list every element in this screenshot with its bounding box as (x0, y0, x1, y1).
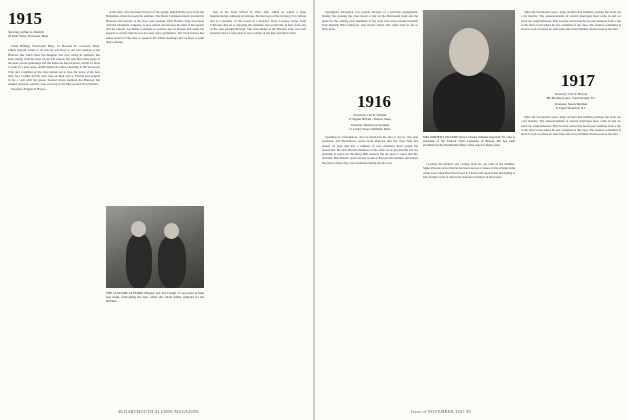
article-column-2 (106, 10, 204, 202)
left-page (0, 0, 313, 420)
class-secretary: Secretary, Arthur G. Dietrich 25 Pearl Street, Worcester, Mass. (8, 30, 49, 39)
article-text: of his wife, who has been ill most of the spring. Ralph Nash wrote from the Berkshires where he spent the summer. The Mock Commencement was held in Hanover and several of the boys were present. Dick Holton, long associated with the telephone company, is now retired and devotes his time to his garden and the church. Joe Burke continues to practise law in Boston and sends his regards to all the men he has not seen since graduation. The Tuck School has asked several of the class to speak at the winter meetings and we hope to print their remarks. (106, 10, 204, 44)
portrait-photo (423, 10, 515, 132)
class-treasurer: Treasurer, Rachel Lee Springer 11 Crosby Street, Waltham, Mass. (348, 123, 392, 132)
class-year-1917: 1917 (561, 71, 595, 90)
person-face (164, 223, 179, 239)
page-footer: Issue of NOVEMBER 1947 49 (411, 409, 471, 414)
portrait-figure (433, 72, 505, 132)
class-year-1916: 1916 (357, 92, 391, 111)
article-text: tion of the Tuck School in 1922, after which he joined a large manufacturing company in Chicago. He has been active in many civic affairs and is a member of the board of a hospital. Dave Lovejoy writes from California that he is enjoying the sunshine and would like to hear from any of the class passing through. The class dinner at the Harvard Club was well attended and we were glad to see so many of the men and their wives. (210, 10, 306, 36)
class-treasurer-2: Treasurer, Saxon Sherman P. Upper Montclair, N.J. (554, 102, 588, 111)
article-text-treasurer: Treasurer, Eugene P. Hayes, ... (11, 87, 49, 92)
page-footer: 48 DARTMOUTH ALUMNI MAGAZINE (118, 409, 200, 414)
article-column-3 (210, 10, 306, 402)
person-face (131, 221, 146, 237)
article-text: Frank Billings, Wentworth Bldg., 51 Pleasant St., Concord, Mass. Chuck Ingram writes to us that he was host to our last reunion at the Hanover Inn. Since then, his daughter Jan, now living in Vermont, has been sailing with the class for the fall season. We sent him some notes of the more recent gatherings and the letters he had received, which we hope to print in a later issue. Arthur Dietrich called a meeting at the Worcester Club and a number of the class turned out to hear the news of the new men. Doc Collins and his wife were on their way to Florida and stopped in for a visit with the group. Several letters mention the Hanover Inn reunion and how well the class stood up to the hills around Occom Pond. (8, 44, 100, 87)
article-text: Crossing the Atlantic and coming back are our tales of the summer. Spike Parsons writes that he has been elected a trustee of the savings bank in his town. Dick Hart has moved to Florida and reports that the fishing is fine. Ralph Cotter is still in the insurance business in Worcester. (423, 162, 515, 179)
portrait-face (449, 28, 489, 76)
article-text: Springfield delegation was present because of a previous engagement. During the evening the class heard a talk on the Dartmouth fund and the plans for the coming year. Members of the class who were present included Jack Randall, Bill Comstock, and several others who came from as far as New York. (322, 10, 418, 31)
article-column-4a (521, 10, 621, 70)
photo-caption: THE CLOUGHS AT HOME: Margery and Ted Clough '15 are proud of their new home overlooking the lake, where the whole family gathered for the holidays. (106, 291, 204, 304)
article-column-1 (8, 44, 100, 402)
person-figure (126, 234, 152, 288)
class-secretary-2: Secretary, Carl W. Hoover 485 Broadway Ave., South Orange, N.J. (546, 92, 596, 101)
article-text: Speaking of coincidences, and we should be the first to say so. Our past president, Gil Hutchinson, writes from Hanover that the class fund has passed its goal and that a number of new members have joined the Associates. He adds that the members of the class are in good health and are planning to return for the thirty-fifth reunion. We are glad to report that Mr. and Mrs. Bob Roberts spent several weeks in Europe this summer and visited the places where they were stationed during the first war. (322, 135, 418, 165)
article-text: Since the Secretaries took a long vacation this summer, perhaps the notes are a bit sketchy. The announcements of several marriages have come in and we send our congratulations. Bob Gordon writes that he has just returned from a trip to the West Coast where he saw a number of the class. The reunion committee is hard at work on plans for next June and every member should reserve the date. (521, 10, 621, 31)
photo-caption: MEL PORTER'S PICTURE shows Charles Wheeler Ingersoll '16, who is president of the Eastern Trust Company in Boston and has been prominent in the Dartmouth affairs of the state for many years. (423, 135, 515, 148)
right-page (315, 0, 628, 420)
class-secretary: Secretary, Carl R. Schnaut 27 Pigeon Hill Rd., Weston, Mass. (348, 113, 392, 122)
article-text: Since the Secretaries took a long vacation this summer, perhaps the notes are a bit sketchy. The announcements of several marriages have come in and we send our congratulations. Bob Gordon writes that he has just returned from a trip to the West Coast where he saw a number of the class. The reunion committee is hard at work on plans for next June and every member should reserve the date. (521, 115, 621, 136)
class-photo (106, 206, 204, 288)
article-column-4b (521, 115, 621, 402)
person-figure (158, 236, 186, 288)
class-year-1915: 1915 (8, 9, 42, 28)
article-column-2 (322, 135, 418, 402)
article-column-3 (423, 162, 515, 402)
article-column-1 (322, 10, 418, 90)
